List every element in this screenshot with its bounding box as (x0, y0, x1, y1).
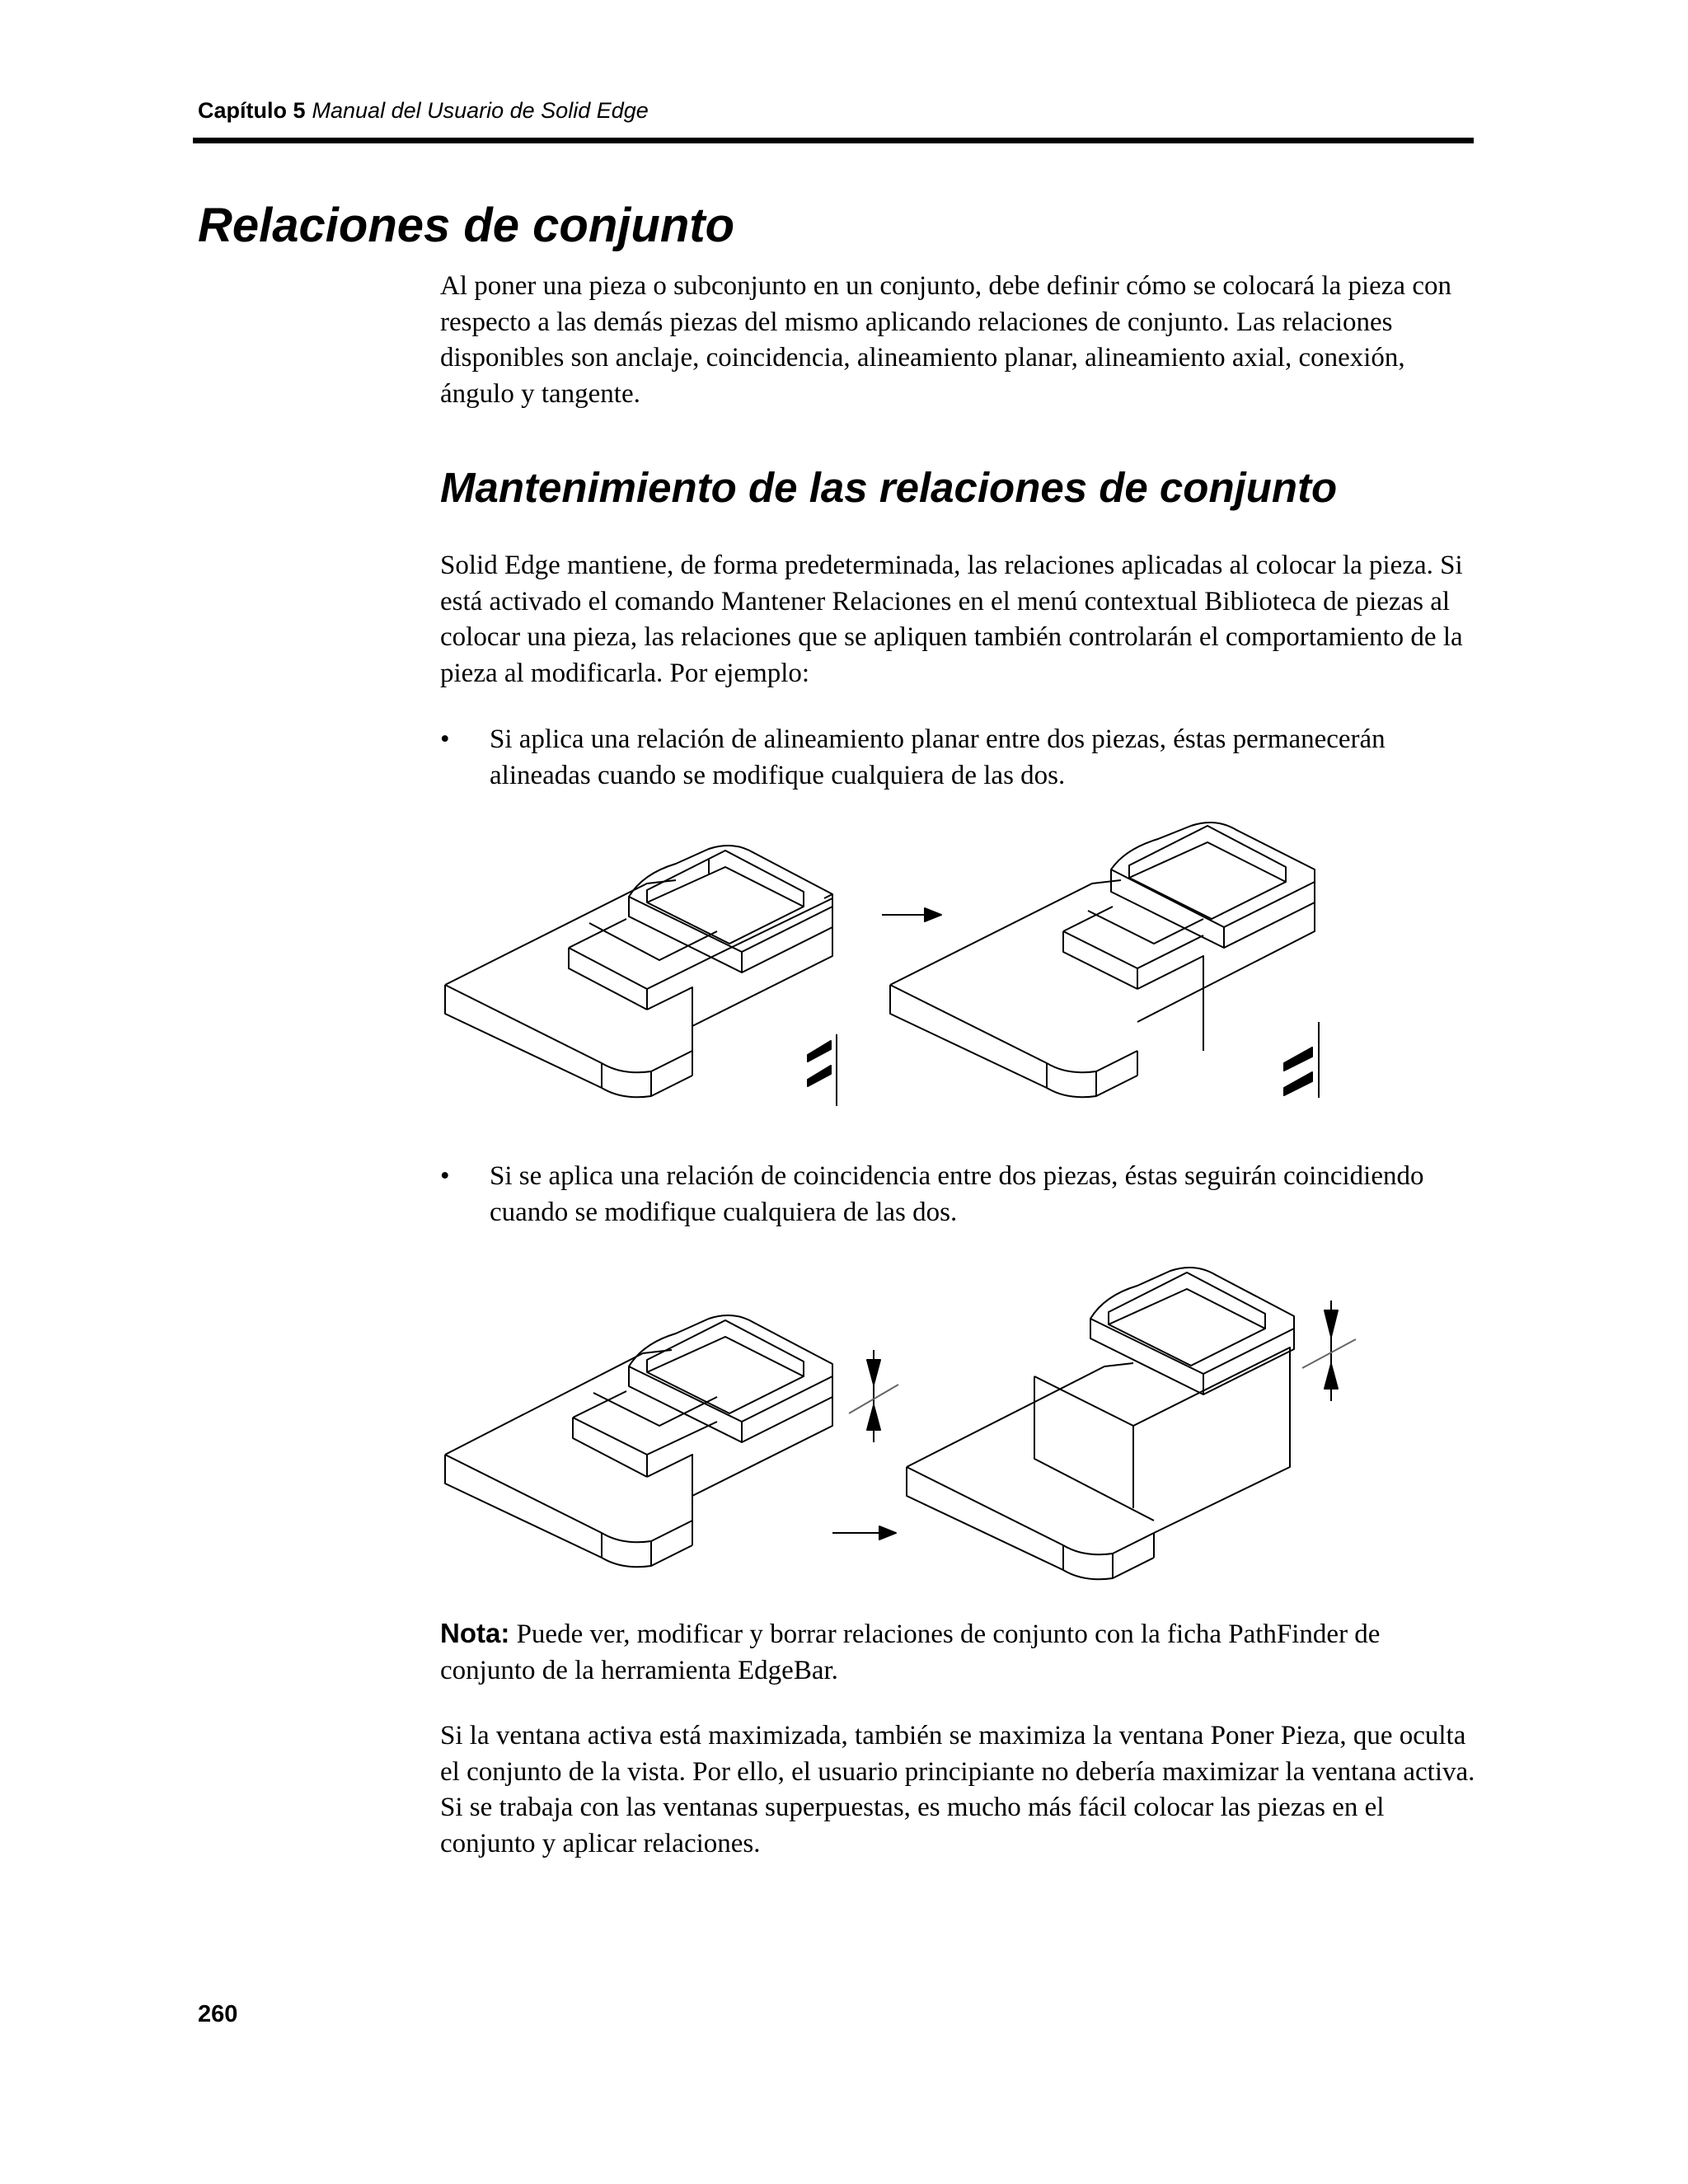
note-paragraph (440, 1615, 1479, 1689)
bullet-text: Si aplica una relación de alineamiento planar entre dos piezas, éstas permanecerán alineadas cuando se modifique cualquiera de las dos. (490, 724, 1386, 790)
closing-paragraph: Si la ventana activa está maximizada, también se maximiza la ventana Poner Pieza, que oculta el conjunto de la vista. Por ello, el usuario principiante no debería maximizar la ventana activa. Si se trabaja con las ventanas superpuestas, es mucho más fácil colocar las piezas en el conjunto y aplicar relaciones. (440, 1721, 1475, 1858)
page-title: Relaciones de conjunto (198, 199, 734, 252)
section-title: Mantenimiento de las relaciones de conjunto (440, 464, 1338, 511)
section-paragraph: Solid Edge mantiene, de forma predeterminada, las relaciones aplicadas al colocar la pieza. Si está activado el comando Mantener Relaciones en el menú contextual Biblioteca de piezas al colocar una pieza, las relaciones que se apliquen también controlarán el comportamiento de la pieza al modificarla. Por ejemplo: (440, 551, 1463, 688)
bullet-icon: • (440, 1161, 450, 1191)
running-header (198, 97, 649, 124)
assembly-after-drawing (890, 823, 1315, 1097)
note-text: Puede ver, modificar y borrar relaciones de conjunto con la ficha PathFinder de conjunto de la herramienta EdgeBar. (440, 1619, 1381, 1685)
move-arrow-icon (882, 908, 941, 921)
move-arrow-icon (832, 1526, 896, 1540)
bullet-icon: • (440, 724, 450, 754)
assembly-before-drawing (445, 1315, 832, 1567)
planar-align-figure (437, 816, 1352, 1146)
intro-paragraph: Al poner una pieza o subconjunto en un conjunto, debe definir cómo se colocará la pieza con respecto a las demás piezas del mismo aplicando relaciones de conjunto. Las relaciones disponibles son anclaje, coincidencia, alineamiento planar, alineamiento axial, conexión, ángulo y tangente. (440, 271, 1451, 409)
bullet-text: Si se aplica una relación de coincidencia entre dos piezas, éstas seguirán coincidiendo cuando se modifique cualquiera de las dos. (490, 1161, 1424, 1227)
note-label: Nota: (440, 1618, 510, 1648)
chapter-label: Capítulo 5 (198, 98, 306, 123)
assembly-after-drawing (907, 1268, 1294, 1579)
header-rule (193, 138, 1474, 143)
page-number: 260 (198, 2001, 238, 2027)
chapter-title: Manual del Usuario de Solid Edge (312, 98, 649, 123)
mate-arrows-icon (849, 1301, 1356, 1442)
planar-align-arrows-icon (808, 1022, 1319, 1106)
mate-figure (437, 1261, 1368, 1607)
assembly-before-drawing (445, 846, 832, 1097)
